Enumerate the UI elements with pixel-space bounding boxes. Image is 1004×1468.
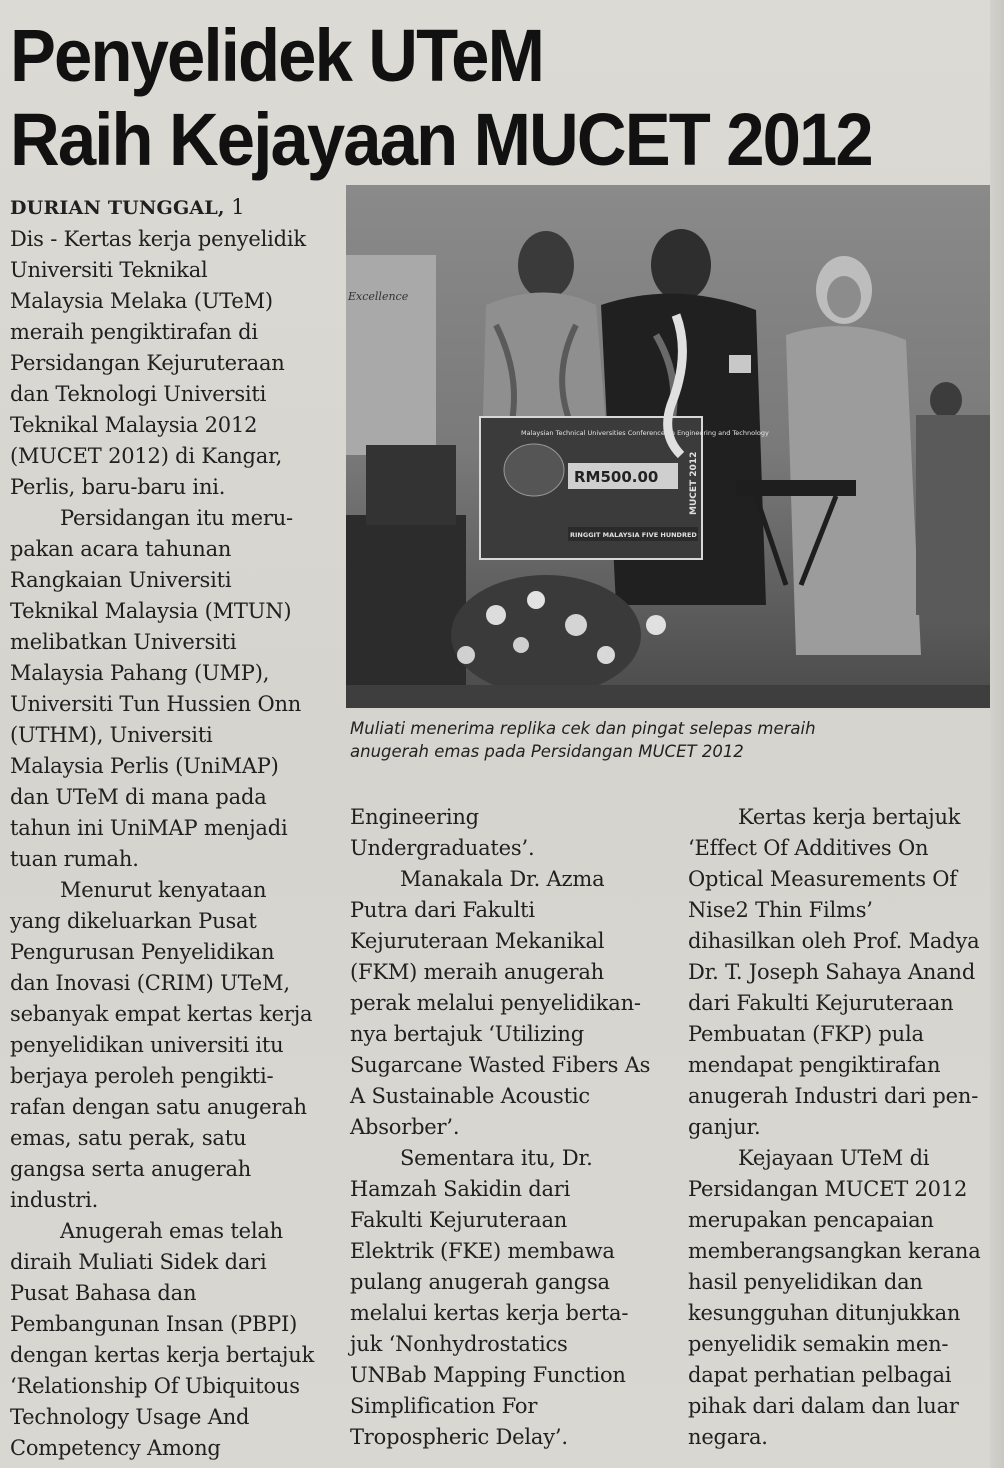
column-line: dan UTeM di mana pada bbox=[10, 785, 267, 809]
column-line: Malaysia Pahang (UMP), bbox=[10, 661, 270, 685]
column-line: dan Teknologi Universiti bbox=[10, 382, 267, 406]
column-line: Pembangunan Insan (PBPI) bbox=[10, 1312, 298, 1336]
column-line: Manakala Dr. Azma bbox=[400, 867, 605, 891]
column-line: Undergraduates’. bbox=[350, 836, 535, 860]
keyboard bbox=[736, 480, 856, 496]
column-line: Pembuatan (FKP) pula bbox=[688, 1022, 924, 1046]
column-line: penyelidik semakin men- bbox=[688, 1332, 949, 1356]
column-line: Universiti Tun Hussien Onn bbox=[10, 692, 302, 716]
column-line: Persidangan MUCET 2012 bbox=[688, 1177, 968, 1201]
column-line: Pusat Bahasa dan bbox=[10, 1281, 197, 1305]
headline-line-2: Raih Kejayaan MUCET 2012 bbox=[10, 98, 872, 181]
caption-line: anugerah emas pada Persidangan MUCET 2012 bbox=[350, 742, 744, 761]
column-line: Kejayaan UTeM di bbox=[738, 1146, 930, 1170]
column-line: Teknikal Malaysia (MTUN) bbox=[10, 599, 292, 623]
column-line: Optical Measurements Of bbox=[688, 867, 957, 891]
column-line: Tropospheric Delay’. bbox=[350, 1425, 568, 1449]
column-line: Elektrik (FKE) membawa bbox=[350, 1239, 615, 1263]
column-line: industri. bbox=[10, 1188, 99, 1212]
cheque-amount: RM500.00 bbox=[574, 468, 659, 486]
column-line: tahun ini UniMAP menjadi bbox=[10, 816, 288, 840]
column-line: juk ‘Nonhydrostatics bbox=[350, 1332, 568, 1356]
page-edge bbox=[990, 0, 1004, 1468]
column-line: Fakulti Kejuruteraan bbox=[350, 1208, 568, 1232]
column-line: mendapat pengiktirafan bbox=[688, 1053, 941, 1077]
banner-text: Excellence bbox=[348, 290, 409, 303]
column-line: melibatkan Universiti bbox=[10, 630, 237, 654]
photo-illustration bbox=[346, 185, 991, 708]
column-line: kesungguhan ditunjukkan bbox=[688, 1301, 961, 1325]
column-line: diraih Muliati Sidek dari bbox=[10, 1250, 267, 1274]
column-line: Persidangan itu meru- bbox=[60, 506, 293, 530]
column-line: memberangsangkan kerana bbox=[688, 1239, 981, 1263]
stage-left bbox=[346, 515, 466, 708]
column-line: Persidangan Kejuruteraan bbox=[10, 351, 285, 375]
column-line: negara. bbox=[688, 1425, 768, 1449]
cheque-year: MUCET 2012 bbox=[689, 451, 699, 515]
dateline: DURIAN TUNGGAL, bbox=[10, 197, 225, 219]
column-line: gangsa serta anugerah bbox=[10, 1157, 252, 1181]
article-column-2 bbox=[350, 802, 660, 1453]
stage-floor bbox=[346, 685, 991, 708]
column-line: Dis - Kertas kerja penyelidik bbox=[10, 227, 306, 251]
column-line: Kertas kerja bertajuk bbox=[738, 805, 961, 829]
cheque-amount-words: RINGGIT MALAYSIA FIVE HUNDRED bbox=[570, 531, 697, 539]
man-2-head bbox=[651, 229, 711, 301]
headline bbox=[10, 14, 921, 182]
column-line: Malaysia Melaka (UTeM) bbox=[10, 289, 273, 313]
column-line: Rangkaian Universiti bbox=[10, 568, 232, 592]
column-line: melalui kertas kerja berta- bbox=[350, 1301, 629, 1325]
column-line: penyelidikan universiti itu bbox=[10, 1033, 284, 1057]
column-line: Teknikal Malaysia 2012 bbox=[10, 413, 258, 437]
column-line: perak melalui penyelidikan- bbox=[350, 991, 641, 1015]
column-line: dapat perhatian pelbagai bbox=[688, 1363, 952, 1387]
column-line: nya bertajuk ‘Utilizing bbox=[350, 1022, 584, 1046]
column-line: (UTHM), Universiti bbox=[10, 723, 213, 747]
column-line: Hamzah Sakidin dari bbox=[350, 1177, 571, 1201]
column-line: A Sustainable Acoustic bbox=[350, 1084, 590, 1108]
column-line: Dr. T. Joseph Sahaya Anand bbox=[688, 960, 976, 984]
man-1-head bbox=[518, 231, 574, 299]
column-line: dan Inovasi (CRIM) UTeM, bbox=[10, 971, 290, 995]
flower bbox=[513, 637, 529, 653]
column-line: dihasilkan oleh Prof. Madya bbox=[688, 929, 980, 953]
column-line: Kejuruteraan Mekanikal bbox=[350, 929, 605, 953]
article-column-3 bbox=[688, 802, 993, 1453]
column-line: Pengurusan Penyelidikan bbox=[10, 940, 275, 964]
column-line: Simplification For bbox=[350, 1394, 538, 1418]
column-line: sebanyak empat kertas kerja bbox=[10, 1002, 313, 1026]
column-line: ‘Relationship Of Ubiquitous bbox=[10, 1374, 300, 1398]
column-line: Malaysia Perlis (UniMAP) bbox=[10, 754, 279, 778]
medal-box bbox=[729, 355, 751, 373]
column-line: rafan dengan satu anugerah bbox=[10, 1095, 307, 1119]
column-line: Perlis, baru-baru ini. bbox=[10, 475, 226, 499]
flower bbox=[597, 646, 615, 664]
column-line: Sugarcane Wasted Fibers As bbox=[350, 1053, 651, 1077]
dateline-day: 1 bbox=[231, 195, 245, 219]
column-line: tuan rumah. bbox=[10, 847, 139, 871]
column-line: berjaya peroleh pengikti- bbox=[10, 1064, 274, 1088]
column-line: yang dikeluarkan Pusat bbox=[10, 909, 257, 933]
column-line: ganjur. bbox=[688, 1115, 761, 1139]
flower bbox=[527, 591, 545, 609]
column-line: dengan kertas kerja bertajuk bbox=[10, 1343, 315, 1367]
audience-head bbox=[930, 382, 962, 418]
column-line: Putra dari Fakulti bbox=[350, 898, 535, 922]
cheque-title: Malaysian Technical Universities Conference on Engineering and Technology bbox=[521, 429, 769, 437]
column-line: anugerah Industri dari pen- bbox=[688, 1084, 979, 1108]
article-column-1 bbox=[10, 192, 330, 1464]
woman-face bbox=[827, 276, 861, 318]
column-line: ‘Effect Of Additives On bbox=[688, 836, 929, 860]
column-line: Menurut kenyataan bbox=[60, 878, 267, 902]
flower bbox=[646, 615, 666, 635]
column-line: hasil penyelidikan dan bbox=[688, 1270, 923, 1294]
column-line: Engineering bbox=[350, 805, 479, 829]
flower bbox=[486, 605, 506, 625]
cheque-logo bbox=[504, 444, 564, 496]
backdrop-panel bbox=[346, 255, 436, 455]
column-line: Technology Usage And bbox=[10, 1405, 250, 1429]
column-line bbox=[10, 192, 330, 224]
column-line: Absorber’. bbox=[350, 1115, 460, 1139]
flower bbox=[565, 614, 587, 636]
audience bbox=[916, 415, 991, 615]
column-line: Nise2 Thin Films’ bbox=[688, 898, 873, 922]
column-line: Universiti Teknikal bbox=[10, 258, 208, 282]
column-line: UNBab Mapping Function bbox=[350, 1363, 626, 1387]
column-line: Competency Among bbox=[10, 1436, 221, 1460]
column-line: dari Fakulti Kejuruteraan bbox=[688, 991, 954, 1015]
column-line: (MUCET 2012) di Kangar, bbox=[10, 444, 283, 468]
flower bbox=[457, 646, 475, 664]
column-line: merupakan pencapaian bbox=[688, 1208, 934, 1232]
article-photo bbox=[346, 185, 991, 708]
flower-foliage bbox=[451, 575, 641, 695]
column-line: pakan acara tahunan bbox=[10, 537, 232, 561]
column-line: Anugerah emas telah bbox=[60, 1219, 283, 1243]
headline-line-1: Penyelidek UTeM bbox=[10, 14, 544, 97]
column-line: meraih pengiktirafan di bbox=[10, 320, 258, 344]
column-line: emas, satu perak, satu bbox=[10, 1126, 247, 1150]
photo-caption bbox=[350, 717, 990, 763]
column-line: pihak dari dalam dan luar bbox=[688, 1394, 959, 1418]
caption-line: Muliati menerima replika cek dan pingat selepas meraih bbox=[350, 719, 816, 738]
speaker-box bbox=[366, 445, 456, 525]
column-line: Sementara itu, Dr. bbox=[400, 1146, 593, 1170]
column-line: pulang anugerah gangsa bbox=[350, 1270, 610, 1294]
column-line: (FKM) meraih anugerah bbox=[350, 960, 604, 984]
